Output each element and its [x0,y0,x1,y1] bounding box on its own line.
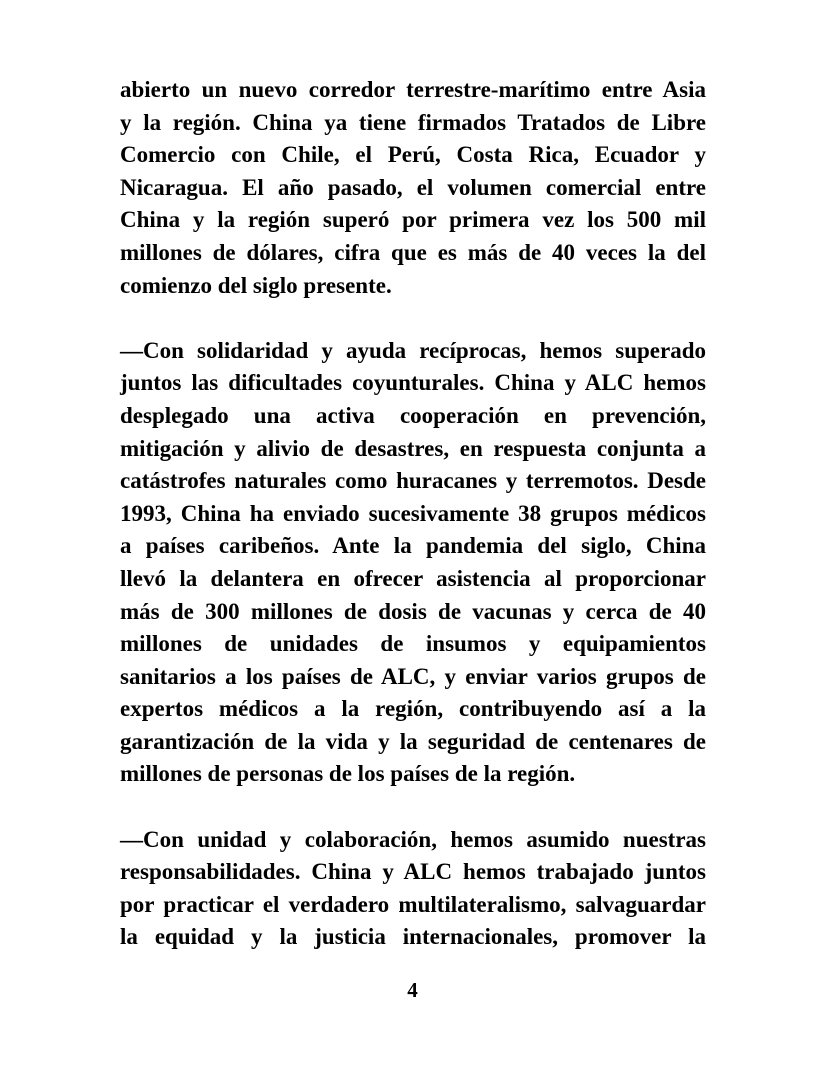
text-line: —Con unidad y colaboración, hemos asumido nuestras [120,826,706,852]
text-line: mitigación y alivio de desastres, en respuesta conjunta a [120,435,706,461]
paragraph-trade [120,74,706,302]
text-line: más de 300 millones de dosis de vacunas y cerca de 40 [120,598,706,624]
text-line: 1993, China ha enviado sucesivamente 38 grupos médicos [120,500,706,526]
page-footer [0,978,825,1003]
text-line: millones de dólares, cifra que es más de 40 veces la del [120,239,706,265]
text-line: por practicar el verdadero multilateralismo, salvaguardar [120,891,706,917]
text-line: juntos las dificultades coyunturales. China y ALC hemos [120,370,706,396]
text-line: millones de unidades de insumos y equipamientos [120,631,706,657]
text-line: responsabilidades. China y ALC hemos trabajado juntos [120,859,706,885]
page-number: 4 [407,978,418,1002]
text-line: catástrofes naturales como huracanes y terremotos. Desde [120,468,706,494]
text-line: comienzo del siglo presente. [120,272,392,298]
text-line: sanitarios a los países de ALC, y enviar varios grupos de [120,663,706,689]
text-line: Comercio con Chile, el Perú, Costa Rica, Ecuador y [120,142,706,168]
text-line: abierto un nuevo corredor terrestre-marítimo entre Asia [120,77,706,102]
text-line: la equidad y la justicia internacionales, promover la [120,924,706,950]
text-body [120,74,706,954]
text-line: a países caribeños. Ante la pandemia del siglo, China [120,533,706,559]
text-line: —Con solidaridad y ayuda recíprocas, hemos superado [120,337,706,363]
text-line: expertos médicos a la región, contribuyendo así a la [120,696,706,722]
text-line: y la región. China ya tiene firmados Tratados de Libre [120,109,706,135]
text-line: desplegado una activa cooperación en prevención, [120,402,706,428]
paragraph-unity [120,824,706,954]
text-line: China y la región superó por primera vez los 500 mil [120,207,706,233]
text-line: millones de personas de los países de la región. [120,761,576,787]
text-line: llevó la delantera en ofrecer asistencia al proporcionar [120,565,706,591]
paragraph-solidarity [120,335,706,791]
text-line: garantización de la vida y la seguridad de centenares de [120,728,706,754]
text-line: Nicaragua. El año pasado, el volumen comercial entre [120,174,706,200]
